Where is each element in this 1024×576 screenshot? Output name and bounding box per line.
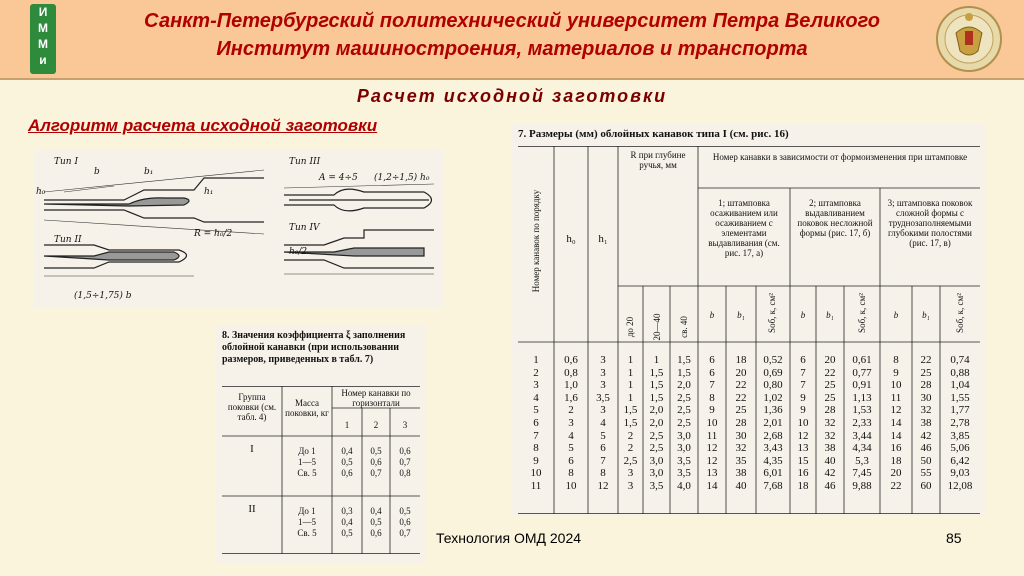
t7-cell-r3-10: 3,5: [677, 467, 691, 480]
t7-cell-b_3-4: 11: [890, 391, 902, 404]
t7-cell-h0-8: 5: [568, 442, 574, 455]
t7-cell-no-2: 2: [533, 366, 539, 379]
t7-cell-s_3-6: 2,78: [950, 416, 970, 429]
t7-cell-r3-6: 2,5: [677, 416, 691, 429]
t7-cell-b_2-6: 10: [797, 416, 809, 429]
t7-cell-s_2-5: 1,53: [852, 404, 872, 417]
t7-cell-h0-1: 0,6: [564, 354, 578, 366]
t7-cell-b1_2-1: 20: [824, 354, 836, 366]
t7-cell-r2-7: 2,5: [649, 429, 664, 442]
t7-cell-b1_1-10: 38: [735, 467, 747, 480]
t7-header-b1-2: b₁: [826, 310, 834, 320]
t7-header-r3: св. 40: [679, 316, 689, 338]
t7-cell-no-7: 7: [533, 429, 539, 442]
t7-cell-r2-9: 3,0: [649, 454, 664, 467]
t7-cell-r1-1: 1: [627, 354, 634, 366]
t7-cell-b1_2-4: 25: [824, 391, 836, 404]
t7-col-b-1: [698, 354, 726, 493]
t7-cell-s_2-11: 9,88: [852, 479, 872, 492]
t7-cell-s_3-4: 1,55: [950, 391, 970, 404]
t7-cell-r3-1: 1,5: [677, 354, 691, 366]
t8-header-mass: Масса поковки, кг: [285, 398, 329, 418]
t7-cell-s_1-2: 0,69: [763, 366, 783, 379]
t7-cell-h1-4: 3,5: [596, 391, 610, 404]
t7-cell-b_1-6: 10: [706, 416, 718, 429]
t7-cell-h1-2: 3: [600, 366, 606, 379]
t7-header-b-1: b: [709, 310, 715, 320]
t7-cell-s_3-8: 5,06: [950, 442, 970, 455]
header-band: [0, 0, 1024, 80]
t8-c1-1: 0,4 0,5 0,6: [341, 446, 353, 478]
t7-cell-b_2-10: 16: [797, 467, 809, 480]
t7-cell-b_3-1: 8: [893, 354, 899, 366]
t7-cell-r1-9: 2,5: [623, 454, 638, 467]
t7-cell-b1_1-5: 25: [735, 404, 747, 417]
t7-col-s-1: [756, 354, 790, 493]
t7-cell-b_3-6: 14: [890, 416, 902, 429]
t7-cell-b1_2-11: 46: [824, 479, 836, 492]
t7-cell-h0-11: 10: [565, 479, 577, 492]
t7-cell-b1_1-1: 18: [735, 354, 747, 366]
t7-cell-b1_1-6: 28: [735, 416, 747, 429]
t7-cell-s_2-10: 7,45: [852, 467, 872, 480]
t7-cell-no-5: 5: [533, 404, 539, 417]
t7-cell-h0-9: 6: [568, 454, 574, 467]
label-h0half: h₀/2: [289, 247, 308, 257]
t7-cell-b_1-11: 14: [706, 479, 718, 492]
t7-col-s-3: [940, 354, 980, 493]
t7-cell-b1_3-7: 42: [920, 429, 932, 442]
t7-cell-b1_3-2: 25: [920, 366, 932, 379]
t7-header-g1: 1; штамповка осаживанием или осаживанием с элементами выдавливания (см. рис. 17, а): [708, 198, 780, 258]
t7-cell-b_1-4: 8: [709, 391, 715, 404]
t7-cell-no-10: 10: [530, 467, 542, 480]
t8-c3-1: 0,6 0,7 0,8: [399, 446, 411, 478]
t7-col-b-2: [790, 354, 816, 493]
table-8: [216, 326, 426, 564]
t7-cell-r1-6: 1,5: [623, 416, 638, 429]
t7-cell-s_3-10: 9,03: [950, 467, 970, 480]
t7-cell-r1-7: 2: [627, 429, 634, 442]
t7-cell-s_1-9: 4,35: [763, 454, 783, 467]
t7-cell-s_3-5: 1,77: [950, 404, 970, 417]
t7-cell-b1_2-5: 28: [824, 404, 836, 417]
t8-c1-2: 0,3 0,4 0,5: [341, 506, 353, 538]
t7-cell-b_2-11: 18: [797, 479, 809, 492]
t7-cell-r3-9: 3,5: [677, 454, 691, 467]
t7-cell-no-9: 9: [533, 454, 539, 467]
t7-cell-r1-5: 1,5: [623, 404, 638, 417]
t7-cell-b1_2-2: 22: [824, 366, 836, 379]
t7-col-b1-2: [816, 354, 844, 493]
t7-cell-b_2-9: 15: [797, 454, 809, 467]
t7-cell-h1-9: 7: [600, 454, 606, 467]
t7-cell-b1_1-11: 40: [735, 479, 747, 492]
t7-cell-s_1-11: 7,68: [763, 479, 783, 492]
t8-c2-2: 0,4 0,5 0,6: [370, 506, 382, 538]
t7-cell-no-3: 3: [533, 379, 539, 392]
t7-cell-b_3-11: 22: [890, 479, 902, 492]
t7-cell-b_1-2: 6: [709, 366, 715, 379]
t7-cell-r3-3: 2,0: [677, 379, 691, 392]
label-h1: h₁: [204, 187, 214, 197]
groove-drawings: [34, 150, 444, 308]
institute-name: Институт машиностроения, материалов и транспорта: [216, 38, 808, 60]
t7-header-r1: до 20: [625, 316, 635, 338]
slide-subtitle: Алгоритм расчета исходной заготовки: [28, 116, 378, 135]
t7-cell-b_2-4: 9: [800, 391, 806, 404]
t7-cell-b1_2-7: 32: [824, 429, 836, 442]
table7-caption: 7. Размеры (мм) облойных канавок типа I (см. рис. 16): [518, 128, 789, 140]
t7-cell-h1-3: 3: [600, 379, 606, 392]
t7-cell-s_2-3: 0,91: [852, 379, 872, 392]
t7-cell-b1_2-3: 25: [824, 379, 836, 392]
t7-cell-no-6: 6: [533, 416, 539, 429]
t7-cell-b_1-3: 7: [709, 379, 715, 392]
t7-cell-h1-10: 8: [600, 467, 606, 480]
t7-cell-b_3-10: 20: [890, 467, 902, 480]
t7-cell-b1_1-4: 22: [735, 391, 747, 404]
t7-cell-r2-8: 2,5: [649, 442, 664, 455]
t7-cell-no-11: 11: [530, 479, 542, 492]
institute-logo: И М М и: [30, 4, 56, 74]
t7-cell-b_1-8: 12: [706, 442, 718, 455]
t7-cell-b_2-1: 6: [800, 354, 806, 366]
t7-cell-h0-2: 0,8: [564, 366, 578, 379]
t7-cell-s_3-9: 6,42: [950, 454, 970, 467]
t7-cell-b_3-7: 14: [890, 429, 902, 442]
t7-cell-r2-1: 1: [653, 354, 660, 366]
footer-course: Технология ОМД 2024: [436, 530, 582, 546]
t7-cell-r2-2: 1,5: [649, 366, 664, 379]
t7-cell-s_3-1: 0,74: [950, 354, 970, 366]
table-7: [512, 124, 986, 516]
t7-cell-s_2-4: 1,13: [852, 391, 872, 404]
t7-cell-r2-6: 2,0: [649, 416, 664, 429]
t7-cell-s_1-8: 3,43: [763, 442, 783, 455]
t7-cell-no-8: 8: [533, 442, 539, 455]
t7-cell-r3-11: 4,0: [677, 479, 691, 492]
t7-cell-r1-8: 2: [627, 442, 634, 455]
t7-col-h1: [588, 354, 618, 493]
t8-header-c1: 1: [344, 420, 350, 430]
t7-cell-r1-4: 1: [627, 391, 634, 404]
university-emblem: [934, 3, 1004, 75]
label-b1: b₁: [144, 167, 154, 177]
t7-cell-b1_3-9: 50: [920, 454, 932, 467]
label-type4: Тип IV: [289, 223, 320, 233]
t7-cell-r1-3: 1: [627, 379, 634, 392]
t7-cell-h0-10: 8: [568, 467, 574, 480]
label-a: A = 4÷5: [319, 173, 358, 183]
t7-header-h0: h₀: [566, 233, 576, 245]
t7-cell-b1_3-5: 32: [920, 404, 932, 417]
label-r: R = h₀/2: [194, 229, 233, 239]
t7-cell-b_1-5: 9: [709, 404, 715, 417]
t7-cell-b1_1-3: 22: [735, 379, 747, 392]
t8-group-2: II: [248, 503, 256, 515]
t7-cell-h1-1: 3: [600, 354, 606, 366]
t7-header-g3: 3; штамповка поковок сложной формы с труднозаполняемыми глубокими полостями (рис. 17, в): [887, 198, 973, 248]
t7-cell-r3-8: 3,0: [677, 442, 691, 455]
t7-header-groove: Номер канавки в зависимости от формоизменения при штамповке: [712, 152, 968, 162]
t7-cell-b_2-8: 13: [797, 442, 809, 455]
t7-header-s-2: Sоб, к, см²: [857, 293, 867, 333]
t7-cell-b_1-9: 12: [706, 454, 718, 467]
t7-col-b-3: [880, 354, 912, 493]
t7-cell-b1_2-6: 32: [824, 416, 836, 429]
t7-header-b1-1: b₁: [737, 310, 745, 320]
t7-cell-r2-11: 3,5: [649, 479, 664, 492]
slide-title: Расчет исходной заготовки: [356, 86, 668, 106]
t7-cell-s_1-7: 2,68: [763, 429, 783, 442]
t7-cell-s_2-2: 0,77: [852, 366, 872, 379]
t7-cell-r2-5: 2,0: [649, 404, 664, 417]
t7-header-b1-3: b₁: [922, 310, 930, 320]
t8-group-1: I: [250, 443, 254, 455]
label-ratio: (1,2÷1,5) h₀: [374, 173, 430, 183]
t7-cell-h0-7: 4: [568, 429, 574, 442]
label-type1: Тип I: [54, 157, 79, 167]
t7-cell-h1-7: 5: [600, 429, 606, 442]
t7-cell-r3-2: 1,5: [677, 366, 691, 379]
t7-cell-h1-6: 4: [600, 416, 606, 429]
t7-cell-h1-8: 6: [600, 442, 606, 455]
t7-col-r3: [670, 354, 698, 493]
t8-header-c3: 3: [402, 420, 408, 430]
t7-cell-b1_2-9: 40: [824, 454, 836, 467]
t7-cell-s_1-10: 6,01: [763, 467, 783, 480]
t7-cell-h0-5: 2: [568, 404, 574, 417]
t7-cell-r2-4: 1,5: [649, 391, 664, 404]
t7-cell-b_2-3: 7: [800, 379, 806, 392]
groove-types-figure: [34, 150, 444, 308]
t7-cell-b1_1-2: 20: [735, 366, 747, 379]
t7-cell-s_2-9: 5,3: [855, 454, 869, 467]
t7-col-b1-3: [912, 354, 940, 493]
t7-cell-b1_3-6: 38: [920, 416, 932, 429]
t8-header-group: Группа поковки (см. табл. 4): [227, 392, 277, 422]
t7-col-h0: [554, 354, 588, 493]
t7-cell-no-4: 4: [533, 391, 539, 404]
t7-cell-s_2-1: 0,61: [852, 354, 872, 366]
t7-cell-b_3-9: 18: [890, 454, 902, 467]
t7-cell-b1_3-10: 55: [920, 467, 932, 480]
t7-cell-b_3-8: 16: [890, 442, 902, 455]
t7-cell-s_2-6: 2,33: [852, 416, 872, 429]
t7-header-b-2: b: [800, 310, 806, 320]
t8-c2-1: 0,5 0,6 0,7: [370, 446, 382, 478]
t7-col-b1-1: [726, 354, 756, 493]
table8-caption: 8. Значения коэффициента ξ заполнения облойной канавки (при использовании размеров, приведенных в табл. 7): [222, 330, 406, 365]
t7-cell-b1_3-4: 30: [920, 391, 932, 404]
t7-cell-b_3-2: 9: [893, 366, 899, 379]
university-name: Санкт-Петербургский политехнический университет Петра Великого: [144, 10, 880, 32]
t7-cell-h1-5: 3: [600, 404, 606, 417]
t7-cell-b_1-7: 11: [706, 429, 718, 442]
t7-cell-s_3-2: 0,88: [950, 366, 970, 379]
t8-c3-2: 0,5 0,6 0,7: [399, 506, 411, 538]
t7-cell-r2-3: 1,5: [649, 379, 664, 392]
label-type3: Тип III: [289, 157, 321, 167]
t7-col-no: [518, 354, 554, 493]
t7-col-r2: [643, 354, 670, 493]
t7-header-s-1: Sоб, к, см²: [767, 293, 777, 333]
label-b: b: [94, 167, 100, 177]
t7-cell-r1-2: 1: [627, 366, 634, 379]
t7-cell-b1_3-11: 60: [920, 479, 932, 492]
t7-header-r2: 20—40: [652, 313, 662, 341]
t7-cell-s_1-3: 0,80: [763, 379, 783, 392]
t7-cell-b_3-3: 10: [890, 379, 902, 392]
label-ratio2: (1,5÷1,75) b: [74, 291, 132, 301]
t7-header-no: Номер канавок по порядку: [531, 189, 541, 293]
t7-cell-r1-11: 3: [627, 479, 634, 492]
t7-cell-s_1-1: 0,52: [763, 354, 783, 366]
t7-cell-s_3-3: 1,04: [950, 379, 970, 392]
t7-header-b-3: b: [893, 310, 899, 320]
t7-cell-s_1-5: 1,36: [763, 404, 783, 417]
t7-cell-s_1-4: 1,02: [763, 391, 783, 404]
t7-header-s-3: Sоб, к, см²: [955, 293, 965, 333]
t7-cell-s_1-6: 2,01: [763, 416, 783, 429]
t7-cell-r2-10: 3,0: [649, 467, 664, 480]
t7-cell-b_2-7: 12: [797, 429, 809, 442]
t7-cell-b1_2-10: 42: [824, 467, 836, 480]
t7-cell-h0-4: 1,6: [564, 391, 578, 404]
t7-cell-r3-5: 2,5: [677, 404, 691, 417]
t7-cell-s_3-11: 12,08: [947, 479, 973, 492]
t7-cell-h1-11: 12: [597, 479, 609, 492]
t8-mass-2: До 1 1—5 Св. 5: [297, 506, 317, 538]
t7-cell-b_1-1: 6: [709, 354, 715, 366]
t7-col-s-2: [844, 354, 880, 493]
t7-header-h1: h₁: [598, 233, 608, 245]
t7-cell-b_1-10: 13: [706, 467, 718, 480]
label-h0: h₀: [36, 187, 46, 197]
t7-cell-s_2-8: 4,34: [852, 442, 872, 455]
t7-cell-b1_2-8: 38: [824, 442, 836, 455]
t7-cell-b_2-2: 7: [800, 366, 806, 379]
t7-cell-r1-10: 3: [627, 467, 634, 480]
t7-cell-s_2-7: 3,44: [852, 429, 872, 442]
t7-cell-h0-3: 1,0: [564, 379, 578, 392]
t7-cell-h0-6: 3: [568, 416, 574, 429]
t7-cell-no-1: 1: [533, 354, 539, 366]
t7-cell-b1_1-8: 32: [735, 442, 747, 455]
t7-cell-r3-4: 2,5: [677, 391, 691, 404]
label-type2: Тип II: [54, 235, 82, 245]
t8-header-c2: 2: [373, 420, 379, 430]
t7-header-r: R при глубине ручья, мм: [630, 150, 686, 170]
t7-cell-b1_1-7: 30: [735, 429, 747, 442]
t7-cell-b1_3-1: 22: [920, 354, 932, 366]
t7-cell-b1_3-8: 46: [920, 442, 932, 455]
t7-cell-b1_1-9: 35: [735, 454, 747, 467]
t7-cell-r3-7: 3,0: [677, 429, 691, 442]
t7-col-r1: [618, 354, 643, 493]
page-number: 85: [946, 530, 962, 546]
t7-cell-b1_3-3: 28: [920, 379, 932, 392]
t7-header-g2: 2; штамповка выдавливанием поковок несложной формы (рис. 17, б): [797, 198, 873, 238]
t8-header-groove: Номер канавки по горизонтали: [341, 388, 411, 408]
t7-cell-b_2-5: 9: [800, 404, 806, 417]
t7-cell-s_3-7: 3,85: [950, 429, 970, 442]
t8-mass-1: До 1 1—5 Св. 5: [297, 446, 317, 478]
t7-cell-b_3-5: 12: [890, 404, 902, 417]
